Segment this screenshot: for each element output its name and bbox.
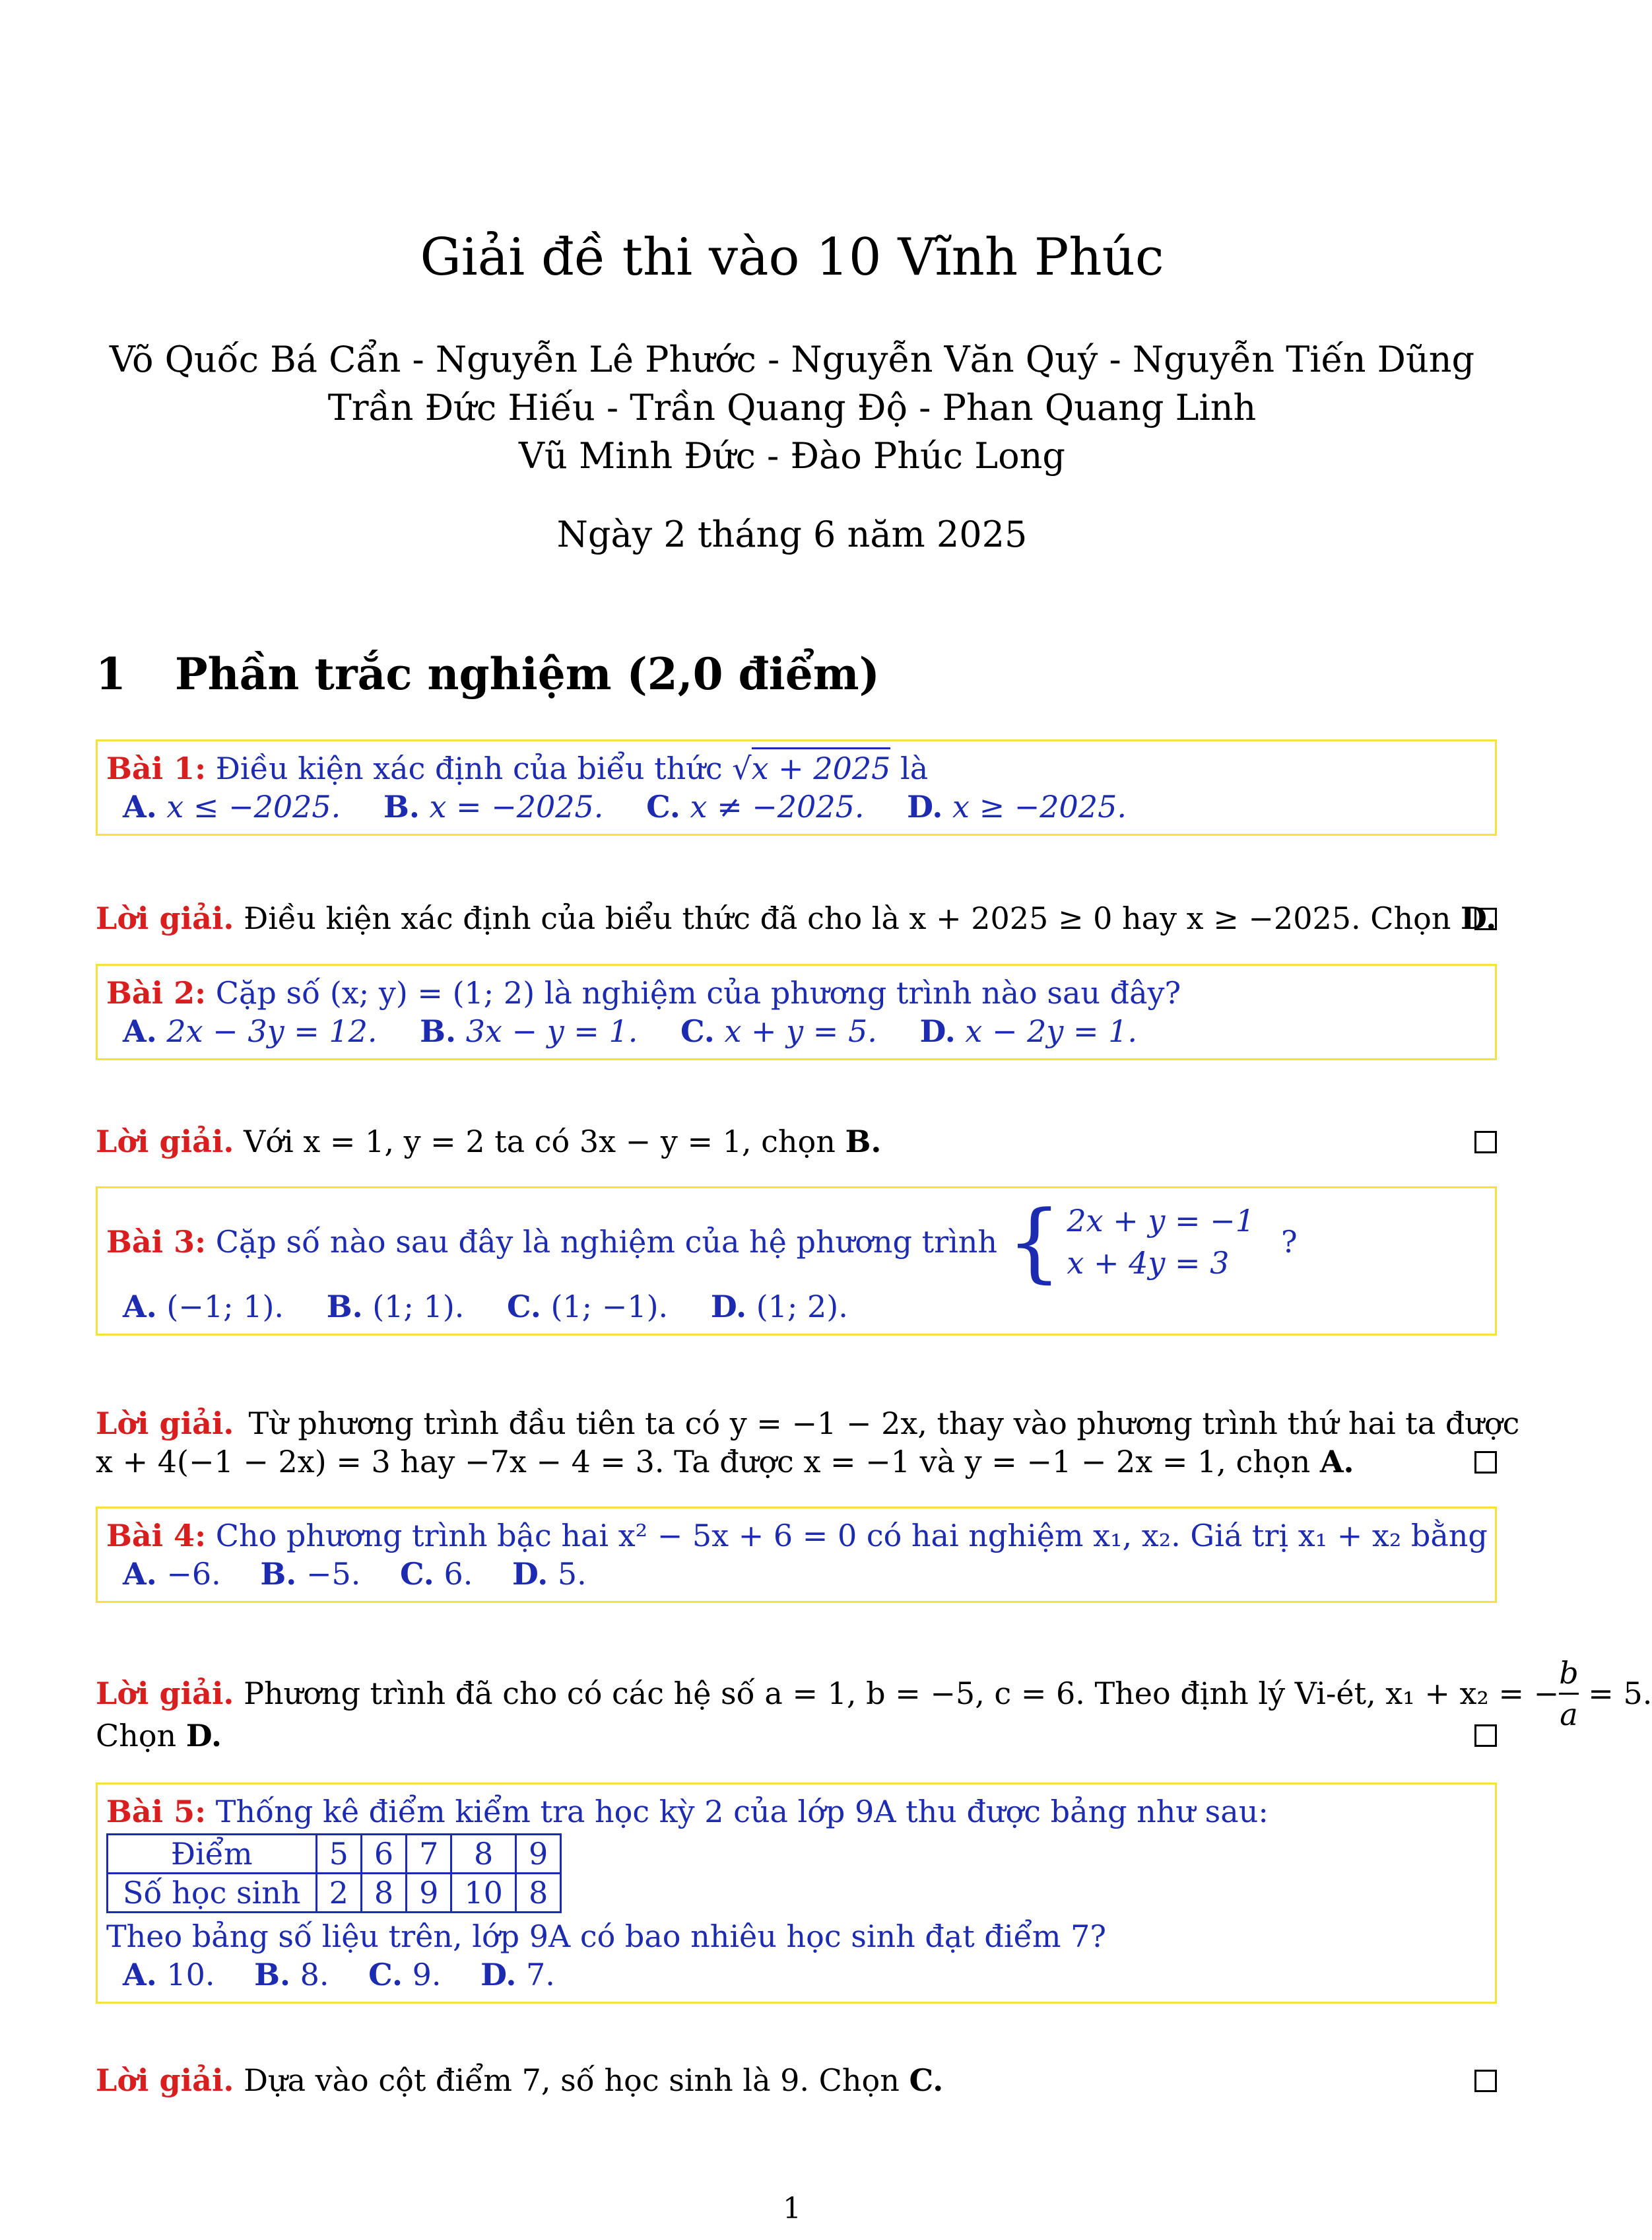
solution-text-line-1: Từ phương trình đầu tiên ta có y = −1 − 2x, thay vào phương trình thứ hai ta được — [248, 1406, 1520, 1441]
problem-label: Bài 3: — [106, 1224, 207, 1260]
problem-question: Cặp số (x; y) = (1; 2) là nghiệm của phương trình nào sau đây? — [215, 975, 1181, 1011]
question-mark: ? — [1281, 1224, 1298, 1260]
table-cell: 8 — [515, 1874, 560, 1913]
document-date: Ngày 2 tháng 6 năm 2025 — [556, 514, 1028, 555]
solution-answer: B. — [845, 1124, 882, 1159]
system-equation-1: 2x + y = −1 — [1067, 1203, 1255, 1239]
solution-2 — [96, 1122, 1497, 1161]
answer-options — [123, 788, 1486, 826]
problem-question: Thống kê điểm kiểm tra học kỳ 2 của lớp 9A thu được bảng như sau: — [215, 1794, 1269, 1829]
table-row — [108, 1835, 561, 1874]
answer-options — [123, 1555, 1486, 1593]
option-b: B. 3x − y = 1. — [420, 1013, 638, 1049]
option-c: C. x ≠ −2025. — [646, 789, 865, 825]
option-d: D. 7. — [480, 1957, 555, 1992]
problem-label: Bài 4: — [106, 1518, 207, 1553]
solution-answer: A. — [1319, 1444, 1354, 1479]
score-table — [106, 1833, 562, 1913]
problem-label: Bài 1: — [106, 751, 207, 786]
option-d: D. x − 2y = 1. — [919, 1013, 1138, 1049]
option-a: A. −6. — [123, 1556, 221, 1592]
solution-answer: D. — [185, 1718, 222, 1753]
table-cell: 8 — [361, 1874, 406, 1913]
page-title: Giải đề thi vào 10 Vĩnh Phúc — [420, 228, 1164, 287]
qed-box-icon — [1474, 2070, 1497, 2092]
problem-box-5 — [96, 1782, 1497, 2004]
option-b: B. −5. — [260, 1556, 361, 1592]
author-line: Võ Quốc Bá Cẩn - Nguyễn Lê Phước - Nguyễn Văn Quý - Nguyễn Tiến Dũng — [109, 339, 1475, 380]
problem-question: Cho phương trình bậc hai x² − 5x + 6 = 0 có hai nghiệm x₁, x₂. Giá trị x₁ + x₂ bằng — [215, 1518, 1488, 1553]
table-header-cell: Điểm — [108, 1835, 317, 1874]
sqrt-expression: x + 2025 — [752, 747, 891, 786]
option-b: B. x = −2025. — [383, 789, 604, 825]
table-cell: 9 — [407, 1874, 451, 1913]
table-cell: 8 — [451, 1835, 516, 1874]
author-line: Vũ Minh Đức - Đào Phúc Long — [519, 435, 1065, 477]
table-cell: 7 — [407, 1835, 451, 1874]
section-heading — [96, 648, 880, 700]
option-b: B. 8. — [254, 1957, 329, 1992]
option-a: A. (−1; 1). — [123, 1289, 284, 1324]
answer-options — [123, 1287, 1486, 1326]
option-a: A. x ≤ −2025. — [123, 789, 341, 825]
option-d: D. (1; 2). — [710, 1289, 848, 1324]
solution-answer: C. — [909, 2062, 944, 2098]
answer-options — [123, 1012, 1486, 1050]
author-list — [0, 335, 1584, 480]
problem-question-end: là — [900, 751, 929, 786]
option-c: C. x + y = 5. — [680, 1013, 877, 1049]
solution-label: Lời giải. — [96, 1124, 234, 1159]
option-a: A. 10. — [123, 1957, 215, 1992]
table-row — [108, 1874, 561, 1913]
solution-text: Điều kiện xác định của biểu thức đã cho là x + 2025 ≥ 0 hay x ≥ −2025. Chọn — [244, 900, 1451, 936]
option-d: D. x ≥ −2025. — [907, 789, 1127, 825]
solution-3 — [96, 1404, 1520, 1481]
table-cell: 2 — [316, 1874, 361, 1913]
solution-4 — [96, 1650, 1652, 1755]
solution-answer: D. — [1461, 900, 1497, 936]
option-c: C. 6. — [400, 1556, 473, 1592]
problem-label: Bài 5: — [106, 1794, 207, 1829]
solution-text: Với x = 1, y = 2 ta có 3x − y = 1, chọn — [244, 1124, 836, 1159]
equation-system — [1007, 1192, 1255, 1292]
problem-question-2: Theo bảng số liệu trên, lớp 9A có bao nhiêu học sinh đạt điểm 7? — [106, 1918, 1107, 1954]
solution-text: Phương trình đã cho có các hệ số a = 1, b = −5, c = 6. Theo định lý Vi-ét, x₁ + x₂ = − — [244, 1676, 1560, 1711]
section-title: Phần trắc nghiệm (2,0 điểm) — [175, 648, 880, 700]
solution-text-line-2: x + 4(−1 − 2x) = 3 hay −7x − 4 = 3. Ta được x = −1 và y = −1 − 2x = 1, chọn — [96, 1444, 1311, 1479]
problem-label: Bài 2: — [106, 975, 207, 1011]
option-a: A. 2x − 3y = 12. — [123, 1013, 378, 1049]
problem-box-2 — [96, 964, 1497, 1060]
qed-box-icon — [1474, 1724, 1497, 1747]
page-number: 1 — [783, 2192, 801, 2225]
solution-5 — [96, 2061, 1497, 2099]
system-equation-2: x + 4y = 3 — [1067, 1245, 1230, 1281]
qed-box-icon — [1474, 908, 1497, 930]
solution-text: Dựa vào cột điểm 7, số học sinh là 9. Chọn — [244, 2062, 900, 2098]
problem-question: Cặp số nào sau đây là nghiệm của hệ phương trình — [215, 1224, 998, 1260]
fraction-denominator: a — [1559, 1693, 1578, 1734]
table-header-cell: Số học sinh — [108, 1874, 317, 1913]
solution-label: Lời giải. — [96, 1406, 234, 1441]
left-brace-icon: { — [1007, 1192, 1062, 1292]
table-cell: 9 — [515, 1835, 560, 1874]
problem-box-1: Bài 1: Điều kiện xác định của biểu thức √x + 2025 là A. x ≤ −2025. B. x = −2025. C. x ≠ −2025. D. x ≥ −2025. — [96, 739, 1497, 836]
answer-options — [123, 1955, 1486, 1994]
table-cell: 10 — [451, 1874, 516, 1913]
solution-result: = 5. — [1588, 1676, 1652, 1711]
option-b: B. (1; 1). — [326, 1289, 465, 1324]
problem-question: Điều kiện xác định của biểu thức — [215, 751, 723, 786]
option-c: C. (1; −1). — [507, 1289, 669, 1324]
solution-label: Lời giải. — [96, 1676, 234, 1711]
solution-text-line-2: Chọn — [96, 1718, 177, 1753]
table-cell: 6 — [361, 1835, 406, 1874]
author-line: Trần Đức Hiếu - Trần Quang Độ - Phan Quang Linh — [327, 387, 1257, 428]
section-number: 1 — [96, 648, 126, 700]
fraction-numerator: b — [1559, 1654, 1579, 1691]
fraction-b-over-a — [1559, 1653, 1578, 1734]
qed-box-icon — [1474, 1451, 1497, 1474]
option-c: C. 9. — [368, 1957, 442, 1992]
problem-box-3 — [96, 1186, 1497, 1336]
qed-box-icon — [1474, 1131, 1497, 1153]
solution-1 — [96, 899, 1497, 937]
option-d: D. 5. — [512, 1556, 587, 1592]
solution-label: Lời giải. — [96, 2062, 234, 2098]
table-cell: 5 — [316, 1835, 361, 1874]
problem-box-4 — [96, 1507, 1497, 1603]
solution-label: Lời giải. — [96, 900, 234, 936]
